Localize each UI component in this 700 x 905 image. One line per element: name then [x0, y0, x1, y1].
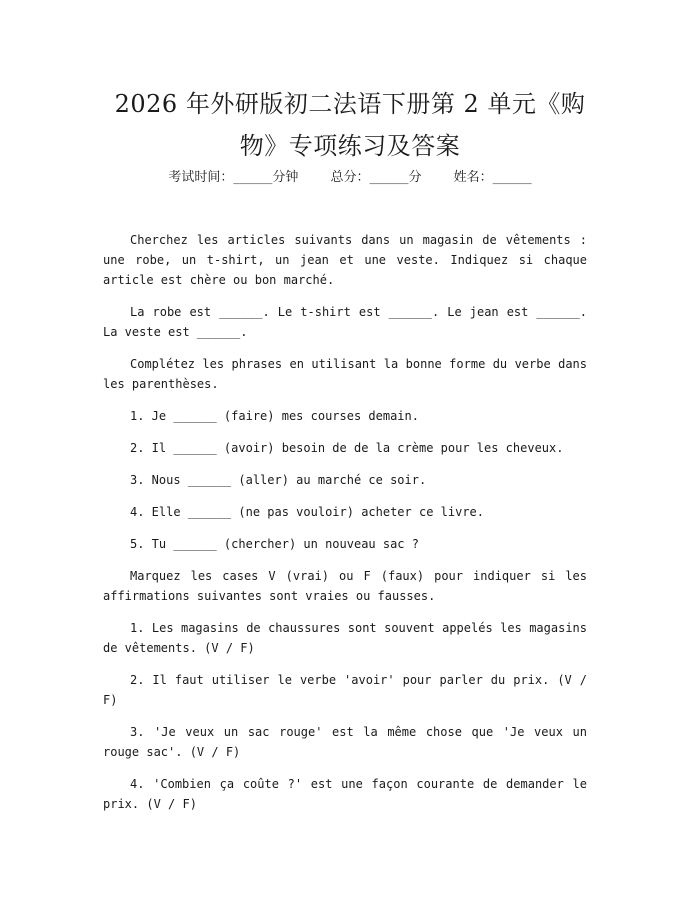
true-false-item: 2. Il faut utiliser le verbe 'avoir' pour parler du prix. (V / F): [103, 673, 587, 707]
true-false-item: 4. 'Combien ça coûte ?' est une façon courante de demander le prix. (V / F): [103, 777, 587, 811]
student-name: 姓名：______: [453, 170, 532, 185]
exercise-item: 3. Nous ______ (aller) au marché ce soir.: [130, 473, 427, 487]
true-false-item: 3. 'Je veux un sac rouge' est la même chose que 'Je veux un rouge sac'. (V / F): [103, 725, 587, 759]
exercise-item: 1. Je ______ (faire) mes courses demain.: [130, 409, 419, 423]
document-title-line-2: 物》专项练习及答案: [239, 132, 461, 160]
exam-time: 考试时间：______分钟: [168, 170, 299, 185]
answer-blank-line: La robe est ______. Le t-shirt est ______. Le jean est ______. La veste est ______.: [103, 305, 587, 339]
exercise-item: 5. Tu ______ (chercher) un nouveau sac ?: [130, 537, 419, 551]
true-false-item: 1. Les magasins de chaussures sont souvent appelés les magasins de vêtements. (V / F): [103, 621, 587, 655]
document-body: [103, 230, 587, 826]
exam-meta: [0, 168, 700, 188]
exercise-item: 4. Elle ______ (ne pas vouloir) acheter ce livre.: [130, 505, 485, 519]
instruction-paragraph: Cherchez les articles suivants dans un magasin de vêtements : une robe, un t-shirt, un jean et une veste. Indiquez si chaque article est chère ou bon marché.: [103, 233, 587, 287]
instruction-paragraph: Complétez les phrases en utilisant la bonne forme du verbe dans les parenthèses.: [103, 357, 587, 391]
document-title-line-1: 2026 年外研版初二法语下册第 2 单元《购: [114, 90, 586, 118]
instruction-paragraph: Marquez les cases V (vrai) ou F (faux) pour indiquer si les affirmations suivantes sont vraies ou fausses.: [103, 569, 587, 603]
exercise-item: 2. Il ______ (avoir) besoin de de la crème pour les cheveux.: [130, 441, 564, 455]
exam-score: 总分：______分: [330, 170, 422, 185]
